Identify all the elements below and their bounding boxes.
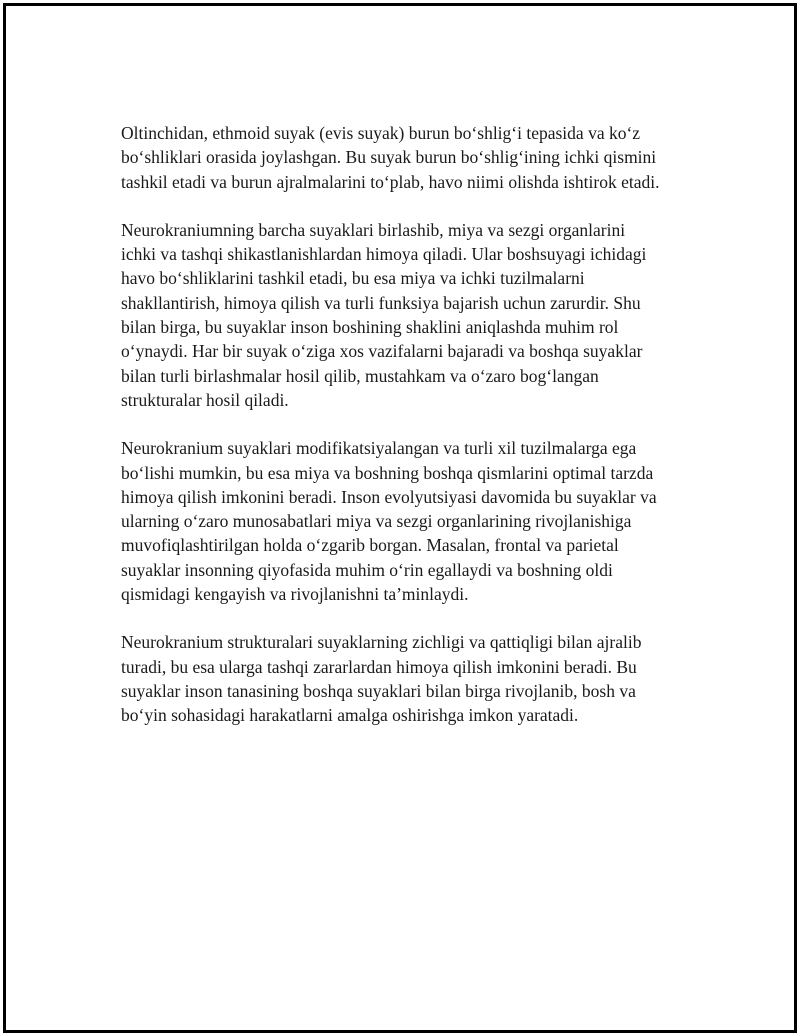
paragraph-protection bbox=[121, 218, 701, 412]
text-line: qismidagi kengayish va rivojlanishni ta’minlaydi. bbox=[121, 584, 469, 605]
text-line: Neurokranium suyaklari modifikatsiyalangan va turli xil tuzilmalarga ega bbox=[121, 438, 637, 459]
text-line: Neurokranium strukturalari suyaklarning zichligi va qattiqligi bilan ajralib bbox=[121, 632, 642, 653]
text-line: ularning o‘zaro munosabatlari miya va sezgi organlarining rivojlanishiga bbox=[121, 511, 632, 532]
document-body bbox=[121, 121, 701, 752]
text-line: bo‘shliklari orasida joylashgan. Bu suyak burun bo‘shlig‘ining ichki qismini bbox=[121, 147, 657, 168]
page-frame bbox=[3, 3, 797, 1033]
text-line: tashkil etadi va burun ajralmalarini to‘plab, havo niimi olishda ishtirok etadi. bbox=[121, 171, 660, 192]
text-line: bilan birga, bu suyaklar inson boshining shaklini aniqlashda muhim rol bbox=[121, 317, 619, 338]
text-line: o‘ynaydi. Har bir suyak o‘ziga xos vazifalarni bajaradi va boshqa suyaklar bbox=[121, 341, 643, 362]
text-line: ichki va tashqi shikastlanishlardan himoya qiladi. Ular boshsuyagi ichidagi bbox=[121, 244, 647, 265]
text-line: muvofiqlashtirilgan holda o‘zgarib borgan. Masalan, frontal va parietal bbox=[121, 535, 619, 556]
text-line: himoya qilish imkonini beradi. Inson evolyutsiyasi davomida bu suyaklar va bbox=[121, 486, 657, 507]
text-line: bilan turli birlashmalar hosil qilib, mustahkam va o‘zaro bog‘langan bbox=[121, 365, 599, 386]
paragraph-ethmoid bbox=[121, 121, 701, 194]
text-line: suyaklar inson tanasining boshqa suyaklari bilan birga rivojlanib, bosh va bbox=[121, 680, 636, 701]
text-line: bo‘yin sohasidagi harakatlarni amalga oshirishga imkon yaratadi. bbox=[121, 705, 579, 726]
text-line: bo‘lishi mumkin, bu esa miya va boshning boshqa qismlarini optimal tarzda bbox=[121, 462, 654, 483]
text-line: havo bo‘shliklarini tashkil etadi, bu esa miya va ichki tuzilmalarni bbox=[121, 268, 585, 289]
paragraph-density bbox=[121, 630, 701, 727]
text-line: shakllantirish, himoya qilish va turli funksiya bajarish uchun zarurdir. Shu bbox=[121, 292, 641, 313]
text-line: Neurokraniumning barcha suyaklari birlashib, miya va sezgi organlarini bbox=[121, 219, 626, 240]
text-line: turadi, bu esa ularga tashqi zararlardan himoya qilish imkonini beradi. Bu bbox=[121, 656, 637, 677]
text-line: suyaklar insonning qiyofasida muhim o‘rin egallaydi va boshning oldi bbox=[121, 559, 613, 580]
text-line: strukturalar hosil qiladi. bbox=[121, 389, 289, 410]
text-line: Oltinchidan, ethmoid suyak (evis suyak) burun bo‘shlig‘i tepasida va ko‘z bbox=[121, 123, 641, 143]
paragraph-evolution bbox=[121, 436, 701, 606]
